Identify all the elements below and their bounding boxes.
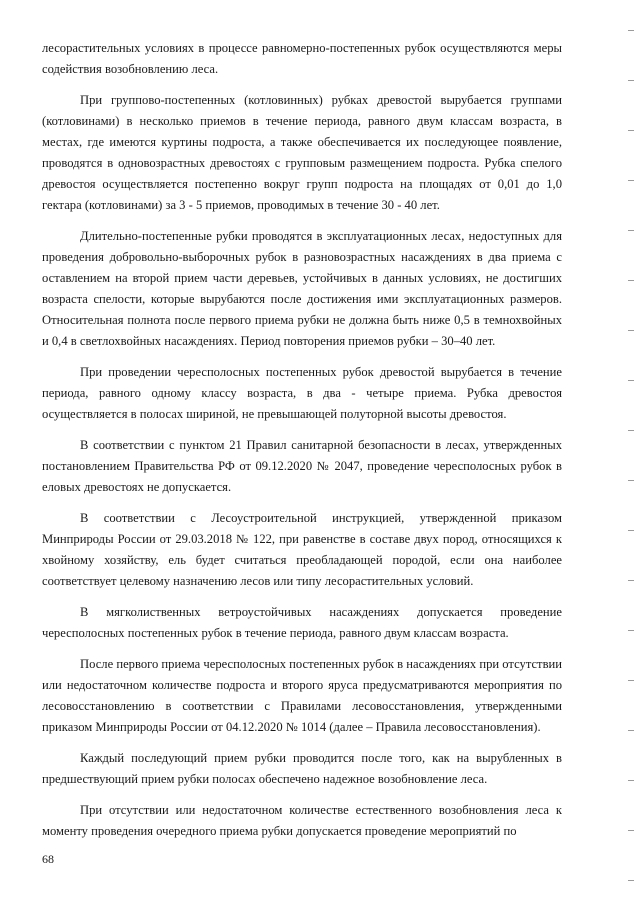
paragraph-4: При проведении чересполосных постепенных рубок древостой вырубается в течение периода, равного одному классу возраста, в два - четыре приема. Рубка древостоя осуществляется в полосах шириной, не превышающей полуторной высоты древостоя. bbox=[42, 365, 562, 421]
paragraph-2: При группово-постепенных (котловинных) рубках древостой вырубается группами (котловинами) в несколько приемов в течение периода, равного двум классам возраста, в местах, где имеются куртины подроста, а также обеспечивается их последующее появление, проводятся в одновозрастных древостоях с групповым размещением подроста. Рубка спелого древостоя осуществляется постепенно вокруг групп подроста на площадях от 0,01 до 1,0 гектара (котловинами) за 3 - 5 приемов, проводимых в течение 30 - 40 лет. bbox=[42, 93, 562, 212]
paragraph-7: В мягколиственных ветроустойчивых насаждениях допускается проведение чересполосных постепенных рубок в течение периода, равного двум классам возраста. bbox=[42, 605, 562, 640]
paragraph-9: Каждый последующий прием рубки проводится после того, как на вырубленных в предшествующий прием рубки полосах обеспечено надежное возобновление леса. bbox=[42, 751, 562, 786]
paragraph-5: В соответствии с пунктом 21 Правил санитарной безопасности в лесах, утвержденных постановлением Правительства РФ от 09.12.2020 № 2047, проведение чересполосных рубок в еловых древостоях не допускается. bbox=[42, 438, 562, 494]
paragraph-3: Длительно-постепенные рубки проводятся в эксплуатационных лесах, недоступных для проведения добровольно-выборочных рубок в разновозрастных насаждениях в два приема с оставлением на второй прием части деревьев, устойчивых в данных условиях, не достигших возраста спелости, которые вырубаются после достижения ими эксплуатационных размеров. Относительная полнота после первого приема рубки не должна быть ниже 0,5 в темнохвойных и 0,4 в светлохвойных насаждениях. Период повторения приемов рубки – 30–40 лет. bbox=[42, 229, 562, 348]
paragraph-8: После первого приема чересполосных постепенных рубок в насаждениях при отсутствии или недостаточном количестве подроста и второго яруса предусматриваются мероприятия по лесовосстановлению в соответствии с Правилами лесовосстановления, утвержденными приказом Минприроды России от 04.12.2020 № 1014 (далее – Правила лесовосстановления). bbox=[42, 657, 562, 734]
document-body bbox=[42, 38, 562, 852]
page-number: 68 bbox=[42, 852, 54, 866]
scan-edge-marks bbox=[616, 0, 640, 905]
paragraph-6: В соответствии с Лесоустроительной инструкцией, утвержденной приказом Минприроды России от 29.03.2018 № 122, при равенстве в составе двух пород, относящихся к хвойному хозяйству, ель будет считаться преобладающей породой, если она наиболее соответствует целевому назначению лесов или типу лесорастительных условий. bbox=[42, 511, 562, 588]
paragraph-10: При отсутствии или недостаточном количестве естественного возобновления леса к моменту проведения очередного приема рубки допускается проведение мероприятий по bbox=[42, 803, 562, 838]
paragraph-1: лесорастительных условиях в процессе равномерно-постепенных рубок осуществляются меры содействия возобновлению леса. bbox=[42, 41, 562, 76]
